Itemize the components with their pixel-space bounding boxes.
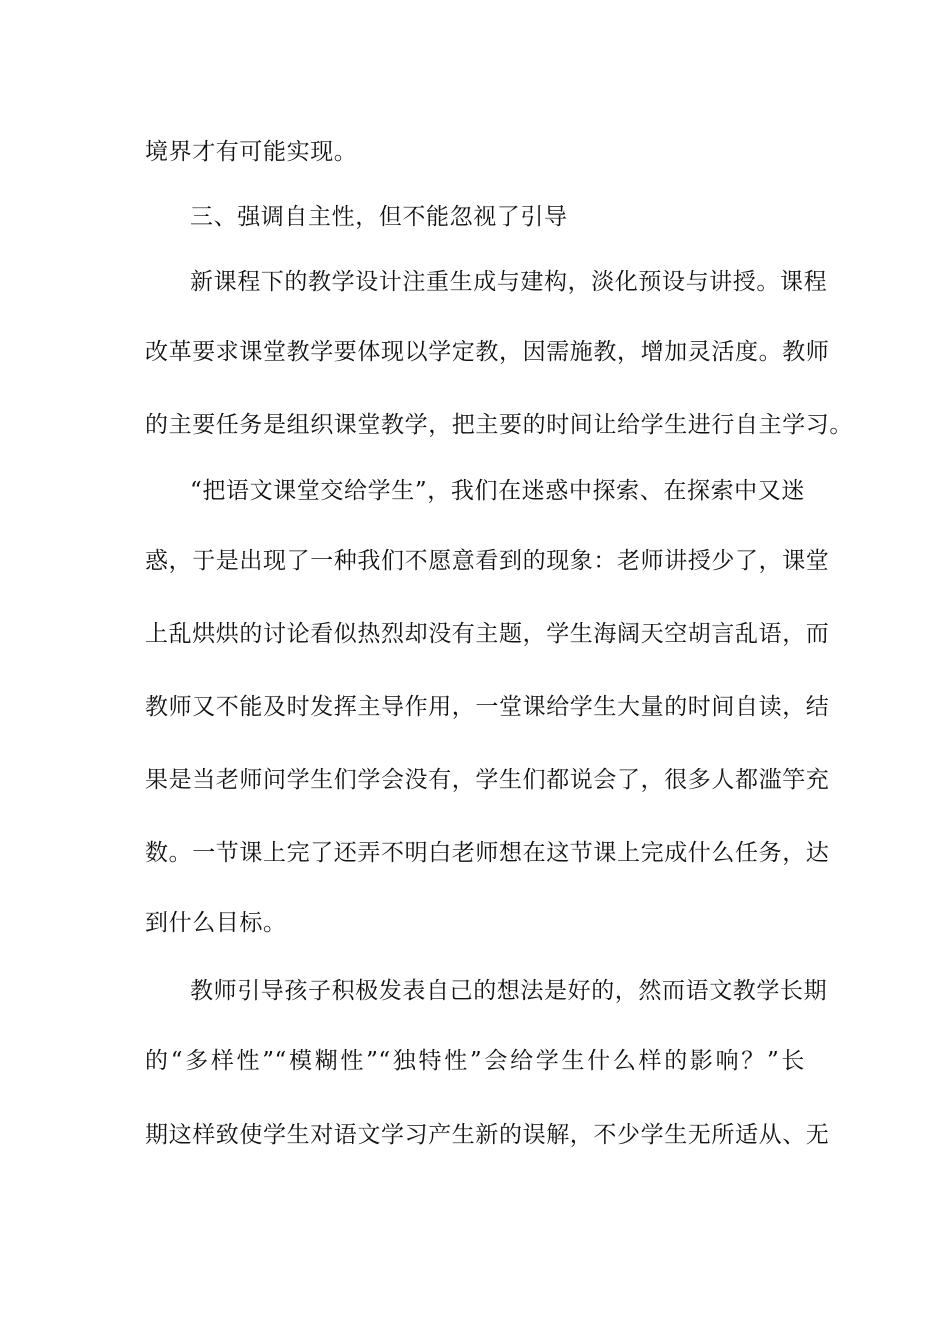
text-line-8: 上乱烘烘的讨论看似热烈却没有主题，学生海阔天空胡言乱语，而 bbox=[145, 621, 830, 647]
text-line-4: 改革要求课堂教学要体现以学定教，因需施教，增加灵活度。教师 bbox=[145, 339, 830, 365]
text-line-12: 到什么目标。 bbox=[145, 910, 287, 936]
text-line-14: 的“多样性”“模糊性”“独特性”会给学生什么样的影响？”长 bbox=[145, 1048, 805, 1074]
text-line-3: 新课程下的教学设计注重生成与建构，淡化预设与讲授。课程 bbox=[190, 269, 828, 295]
text-line-11: 数。一节课上完了还弄不明白老师想在这节课上完成什么任务，达 bbox=[145, 840, 830, 866]
text-line-7: 惑，于是出现了一种我们不愿意看到的现象：老师讲授少了，课堂 bbox=[145, 548, 830, 574]
text-line-5: 的主要任务是组织课堂教学，把主要的时间让给学生进行自主学习。 bbox=[145, 412, 853, 438]
text-line-15: 期这样致使学生对语文学习产生新的误解，不少学生无所适从、无 bbox=[145, 1122, 830, 1148]
text-line-1: 境界才有可能实现。 bbox=[145, 139, 358, 165]
text-line-9: 教师又不能及时发挥主导作用，一堂课给学生大量的时间自读，结 bbox=[145, 694, 830, 720]
section-heading: 三、强调自主性，但不能忽视了引导 bbox=[190, 204, 568, 230]
text-line-10: 果是当老师问学生们学会没有，学生们都说会了，很多人都滥竽充 bbox=[145, 767, 830, 793]
text-line-6: “把语文课堂交给学生”，我们在迷惑中探索、在探索中又迷 bbox=[190, 478, 805, 504]
text-line-13: 教师引导孩子积极发表自己的想法是好的，然而语文教学长期 bbox=[190, 978, 828, 1004]
